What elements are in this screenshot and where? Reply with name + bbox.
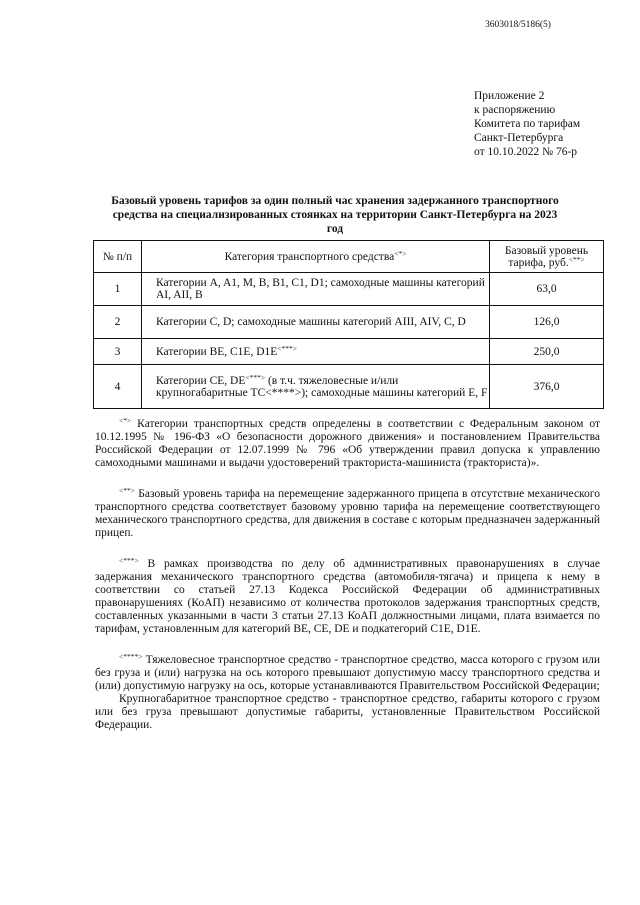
appendix-line: Комитета по тарифам bbox=[474, 118, 581, 130]
footnote-text: Базовый уровень тарифа на перемещение задержанного прицепа в отсутствие механического транспортного средства соответствует базовому уровню тарифа на перемещение соответствующего механического транспортного средства, для движения в составе с которым предназначен задержанный прицеп. bbox=[95, 488, 600, 539]
header-category-text: Категория транспортного средства bbox=[224, 250, 395, 263]
footnote-text: Тяжеловесное транспортное средство - транспортное средство, масса которого с грузом или без груза и (или) нагрузка на ось которого превышают допустимую массу транспортного средства и (или) допустимую нагрузку на ось, которые устанавливаются Правительством Российской Федерации; bbox=[95, 654, 600, 692]
appendix-line: от 10.10.2022 № 76-р bbox=[474, 146, 578, 158]
row-tariff: 63,0 bbox=[490, 273, 604, 306]
row-tariff: 376,0 bbox=[490, 365, 604, 409]
row-category-text: Категории C, D; самоходные машины категорий AIII, AIV, C, D bbox=[156, 316, 466, 328]
row-category-tail: (в т.ч. тяжеловесные и/или крупногабаритные ТС<****>); самоходные машины категорий E, F bbox=[156, 374, 488, 399]
tariff-table bbox=[93, 240, 604, 409]
row-category-text: Категории CE, DE bbox=[156, 374, 246, 387]
document-title: Базовый уровень тарифов за один полный час хранения задержанного транспортного средства на специализированных стоянках на территории Санкт-Петербурга на 2023 год bbox=[111, 195, 559, 235]
row-category bbox=[142, 273, 490, 306]
footnote bbox=[95, 558, 600, 636]
header-num: № п/п bbox=[94, 241, 142, 273]
footnote-text: Категории транспортных средств определены в соответствии с Федеральным законом от 10.12.1995 № 196-ФЗ «О безопасности дорожного движения» и постановлением Правительства Российской Федерации от 12.07.1999 № 796 «Об утверждении правил допуска к управлению самоходными машинами и выдачи удостоверений тракториста-машиниста (тракториста)». bbox=[95, 418, 600, 469]
appendix-line: Приложение 2 bbox=[474, 90, 545, 102]
footnote-continuation: Крупногабаритное транспортное средство - транспортное средство, габариты которого с грузом или без груза превышают допустимые габариты, установленные Правительством Российской Федерации. bbox=[95, 693, 600, 731]
row-num: 4 bbox=[94, 365, 142, 409]
footnote bbox=[95, 418, 600, 470]
header-category bbox=[142, 241, 490, 273]
footnote-mark: <***> bbox=[245, 372, 266, 382]
document-id: 3603018/5186(5) bbox=[485, 20, 551, 30]
footnote bbox=[95, 488, 600, 540]
row-tariff: 250,0 bbox=[490, 339, 604, 365]
header-tariff bbox=[490, 241, 604, 273]
table-row bbox=[94, 273, 604, 306]
row-category bbox=[142, 365, 490, 409]
footnote-mark: <*> bbox=[119, 416, 132, 425]
row-tariff: 126,0 bbox=[490, 306, 604, 339]
header-tariff-text: тарифа, руб. bbox=[508, 256, 569, 269]
footnotes bbox=[95, 418, 600, 732]
footnote-mark: <****> bbox=[119, 652, 143, 661]
row-num: 3 bbox=[94, 339, 142, 365]
footnote-mark: <***> bbox=[277, 343, 298, 353]
footnote-mark: <**> bbox=[568, 254, 585, 264]
footnote-mark: <***> bbox=[119, 556, 139, 565]
row-num: 2 bbox=[94, 306, 142, 339]
table-row bbox=[94, 339, 604, 365]
table-row bbox=[94, 365, 604, 409]
row-num: 1 bbox=[94, 273, 142, 306]
table-header-row bbox=[94, 241, 604, 273]
row-category-text: Категории BE, C1E, D1E bbox=[156, 345, 278, 358]
footnote-text: В рамках производства по делу об административных правонарушениях в случае задержания механического транспортного средства (автомобиля-тягача) и прицепа к нему в соответствии со статьей 27.13 Кодекса Российской Федерации об административных правонарушениях (КоАП) независимо от количества протоколов задержания транспортных средств, составленных указанными в части 3 статьи 27.13 КоАП должностными лицами, плата взимается по тарифам, установленным для категорий BE, CE, DE и подкатегорий C1E, D1E. bbox=[95, 558, 600, 635]
header-tariff-line bbox=[490, 254, 603, 269]
header-tariff-line: Базовый уровень bbox=[504, 244, 589, 257]
footnote-mark: <*> bbox=[394, 248, 407, 258]
row-category bbox=[142, 339, 490, 365]
row-category bbox=[142, 306, 490, 339]
table-row bbox=[94, 306, 604, 339]
footnote-mark: <**> bbox=[119, 486, 135, 495]
appendix-header bbox=[474, 89, 580, 159]
appendix-line: Санкт-Петербурга bbox=[474, 132, 564, 144]
row-category-text: Категории A, A1, M, B, B1, C1, D1; самоходные машины категорий AI, AII, B bbox=[156, 277, 485, 301]
footnote bbox=[95, 654, 600, 693]
appendix-line: к распоряжению bbox=[474, 104, 556, 116]
